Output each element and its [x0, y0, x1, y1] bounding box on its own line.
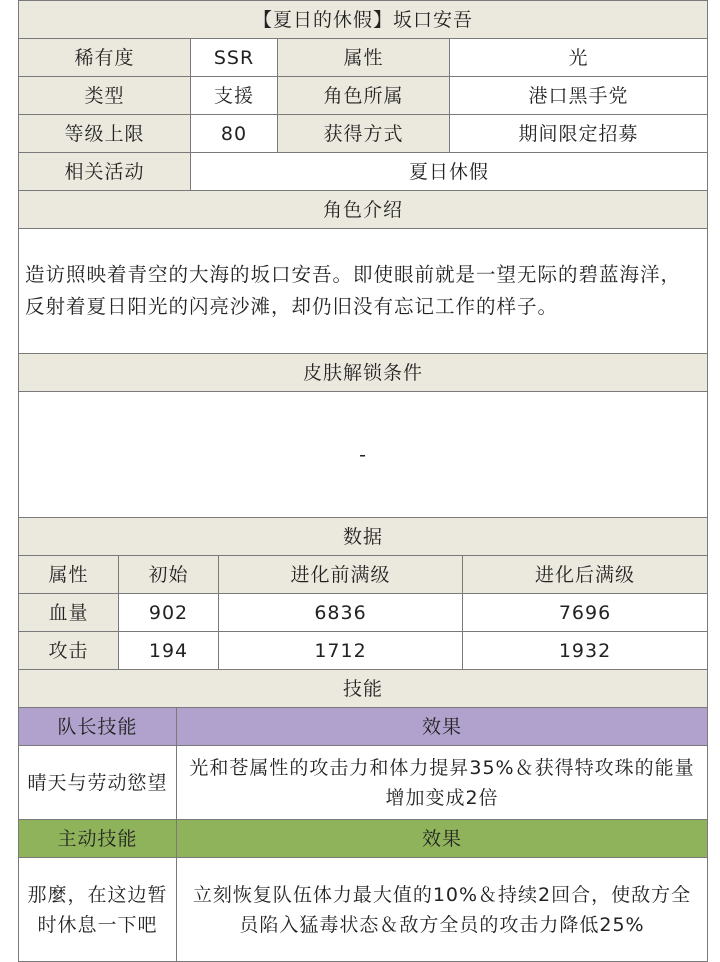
- leader-skill-effect: 光和苍属性的攻击力和体力提昇35%＆获得特攻珠的能量增加变成2倍: [177, 746, 708, 820]
- active-skill-effect: 立刻恢复队伍体力最大值的10%＆持续2回合，使敌方全员陷入猛毒状态＆敌方全员的攻击力降低25%: [177, 858, 708, 962]
- active-skill-name: 那麼，在这边暂时休息一下吧: [19, 858, 177, 962]
- page-title: 【夏日的休假】坂口安吾: [19, 1, 708, 39]
- stats-row-hp-label: 血量: [19, 594, 119, 632]
- leader-effect-label: 效果: [177, 708, 708, 746]
- stats-cell: 7696: [463, 594, 708, 632]
- stats-table: [18, 555, 708, 708]
- stats-col-attribute: 属性: [19, 556, 119, 594]
- stats-cell: 1712: [219, 632, 463, 670]
- active-effect-label: 效果: [177, 820, 708, 858]
- event-label: 相关活动: [19, 153, 191, 191]
- skills-table: [18, 707, 708, 962]
- stats-header: 数据: [19, 518, 708, 556]
- stats-col-initial: 初始: [119, 556, 219, 594]
- stats-cell: 6836: [219, 594, 463, 632]
- level-cap-value: 80: [191, 115, 278, 153]
- skin-value: -: [19, 392, 708, 518]
- skin-header: 皮肤解锁条件: [19, 354, 708, 392]
- rarity-label: 稀有度: [19, 39, 191, 77]
- stats-col-post-evo-max: 进化后满级: [463, 556, 708, 594]
- rarity-value: SSR: [191, 39, 278, 77]
- stats-cell: 1932: [463, 632, 708, 670]
- obtain-value: 期间限定招募: [450, 115, 708, 153]
- type-label: 类型: [19, 77, 191, 115]
- attribute-value: 光: [450, 39, 708, 77]
- stats-col-pre-evo-max: 进化前满级: [219, 556, 463, 594]
- intro-header: 角色介绍: [19, 191, 708, 229]
- attribute-label: 属性: [278, 39, 450, 77]
- faction-label: 角色所属: [278, 77, 450, 115]
- type-value: 支援: [191, 77, 278, 115]
- info-table: [18, 0, 708, 556]
- obtain-label: 获得方式: [278, 115, 450, 153]
- intro-text: 造访照映着青空的大海的坂口安吾。即使眼前就是一望无际的碧蓝海洋，反射着夏日阳光的闪亮沙滩，却仍旧没有忘记工作的样子。: [19, 229, 708, 354]
- character-page: [18, 0, 707, 960]
- leader-skill-label: 队长技能: [19, 708, 177, 746]
- skills-header: 技能: [19, 670, 708, 708]
- leader-skill-name: 晴天与劳动慾望: [19, 746, 177, 820]
- level-cap-label: 等级上限: [19, 115, 191, 153]
- table-row: [19, 594, 708, 632]
- stats-row-atk-label: 攻击: [19, 632, 119, 670]
- stats-cell: 902: [119, 594, 219, 632]
- table-row: [19, 632, 708, 670]
- faction-value: 港口黑手党: [450, 77, 708, 115]
- event-value[interactable]: 夏日休假: [191, 153, 708, 191]
- stats-cell: 194: [119, 632, 219, 670]
- active-skill-label: 主动技能: [19, 820, 177, 858]
